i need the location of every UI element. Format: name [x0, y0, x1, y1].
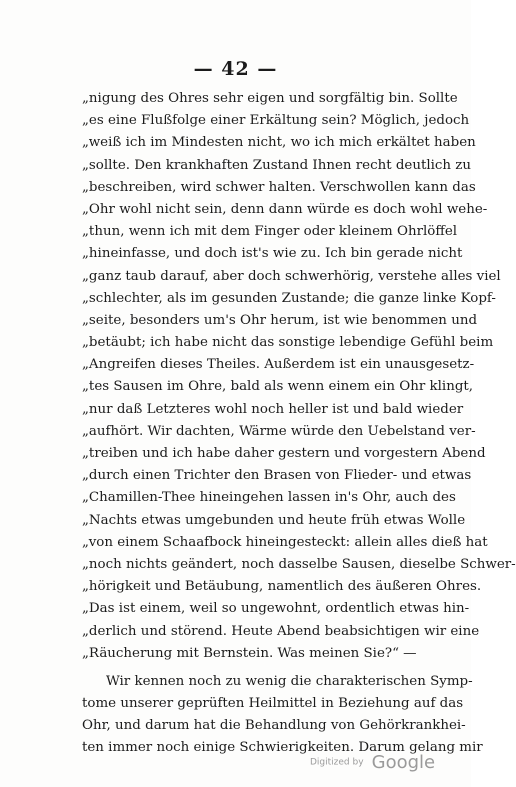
text-line: „Nachts etwas umgebunden und heute früh etwas Wolle: [82, 512, 466, 528]
text-line: tome unserer geprüften Heilmittel in Beziehung auf das: [82, 696, 464, 712]
text-line: „seite, besonders um's Ohr herum, ist wie benommen und: [82, 312, 478, 328]
text-line: „Räucherung mit Bernstein. Was meinen Sie?“ —: [82, 645, 417, 661]
text-line: „weiß ich im Mindesten nicht, wo ich mich erkältet haben: [82, 135, 476, 151]
text-line: „schlechter, als im gesunden Zustande; die ganze linke Kopf-: [82, 290, 496, 306]
text-line: „nigung des Ohres sehr eigen und sorgfältig bin. Sollte: [82, 91, 458, 106]
text-line: „nur daß Letzteres wohl noch heller ist und bald wieder: [82, 401, 464, 417]
digitized-label: Digitized by: [310, 757, 364, 768]
text-line: „es eine Flußfolge einer Erkältung sein? Möglich, jedoch: [82, 113, 470, 129]
text-line: „hörigkeit und Betäubung, namentlich des äußeren Ohres.: [82, 579, 482, 595]
text-line: ten immer noch einige Schwierigkeiten. Darum gelang mir: [82, 740, 483, 756]
text-line: „tes Sausen im Ohre, bald als wenn einem ein Ohr klingt,: [82, 379, 474, 395]
google-watermark: [310, 752, 435, 773]
text-line: „derlich und störend. Heute Abend beabsichtigen wir eine: [82, 623, 480, 639]
text-line: „noch nichts geändert, noch dasselbe Sausen, dieselbe Schwer-: [82, 556, 516, 572]
google-logo: Google: [371, 752, 436, 773]
text-line: „aufhört. Wir dachten, Wärme würde den Uebelstand ver-: [82, 423, 476, 439]
text-line: „sollte. Den krankhaften Zustand Ihnen recht deutlich zu: [82, 157, 471, 173]
text-line: „hineinfasse, und doch ist's wie zu. Ich bin gerade nicht: [82, 246, 463, 262]
text-line: „Chamillen-Thee hineingehen lassen in's Ohr, auch des: [82, 490, 456, 506]
text-line: „durch einen Trichter den Brasen von Flieder- und etwas: [82, 468, 472, 484]
text-line: „von einem Schaafbock hineingesteckt: allein alles dieß hat: [82, 534, 488, 550]
page-number: — 42 —: [193, 58, 278, 80]
body-text: [82, 88, 516, 760]
text-line: „beschreiben, wird schwer halten. Verschwollen kann das: [82, 179, 476, 195]
text-line: „Das ist einem, weil so ungewohnt, ordentlich etwas hin-: [82, 601, 470, 617]
text-line: Ohr, und darum hat die Behandlung von Gehörkrankhei-: [82, 718, 466, 734]
text-line: „Angreifen dieses Theiles. Außerdem ist ein unausgesetz-: [82, 357, 475, 373]
text-line: „treiben und ich habe daher gestern und vorgestern Abend: [82, 446, 486, 461]
text-line: „thun, wenn ich mit dem Finger oder kleinem Ohrlöffel: [82, 224, 458, 240]
text-line: Wir kennen noch zu wenig die charakterischen Symp-: [106, 673, 473, 689]
text-line: „betäubt; ich habe nicht das sonstige lebendige Gefühl beim: [82, 335, 494, 351]
text-line: „ganz taub darauf, aber doch schwerhörig, verstehe alles viel: [82, 268, 501, 284]
text-line: „Ohr wohl nicht sein, denn dann würde es doch wohl wehe-: [82, 201, 488, 217]
